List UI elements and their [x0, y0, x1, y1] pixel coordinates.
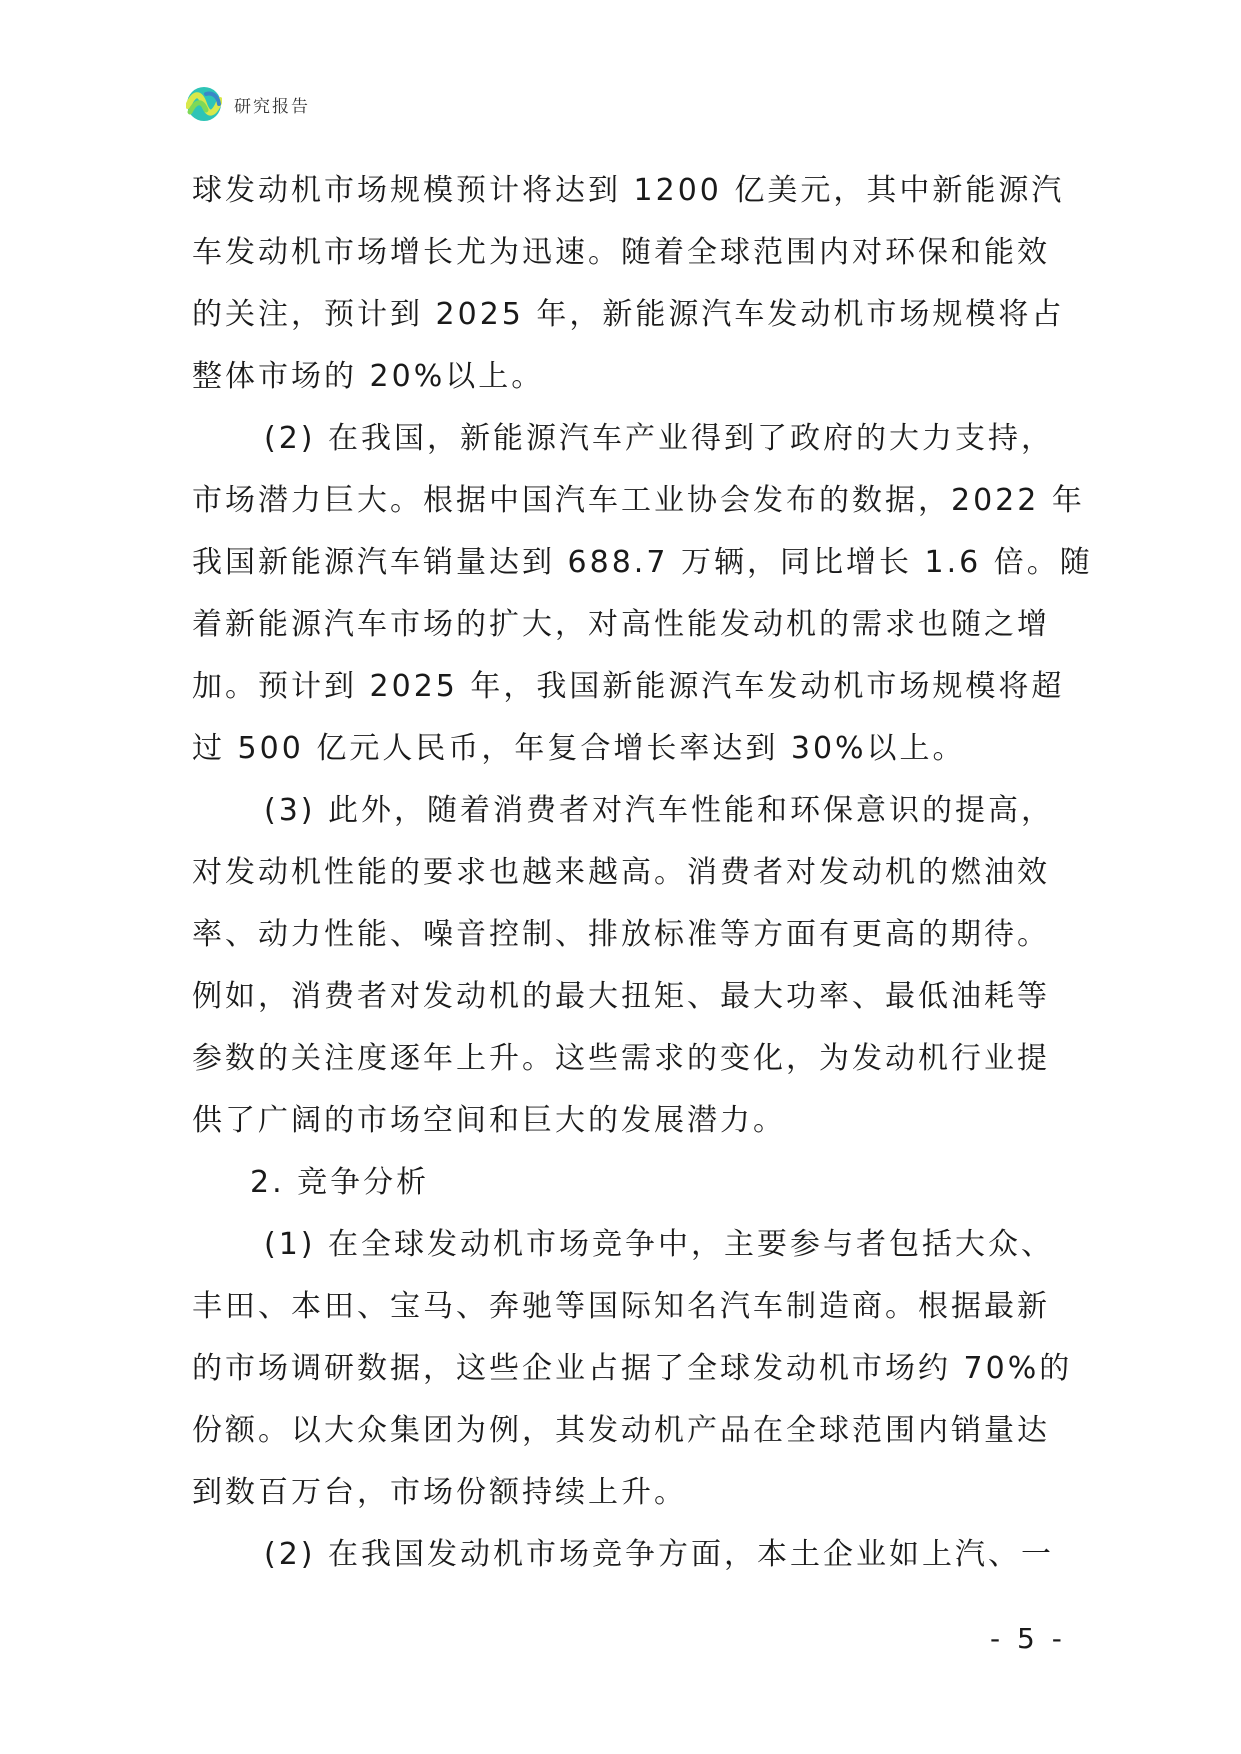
body-line: 到数百万台，市场份额持续上升。 [192, 1475, 687, 1510]
section-heading: 2. 竞争分析 [250, 1165, 430, 1200]
paragraph-start-line: (1) 在全球发动机市场竞争中，主要参与者包括大众、 [264, 1227, 1055, 1262]
body-line: 丰田、本田、宝马、奔驰等国际知名汽车制造商。根据最新 [192, 1289, 1050, 1324]
paragraph-start-line: (3) 此外，随着消费者对汽车性能和环保意识的提高， [264, 793, 1055, 828]
body-line: 的市场调研数据，这些企业占据了全球发动机市场约 70%的 [192, 1351, 1073, 1386]
paragraph-start-line: (2) 在我国发动机市场竞争方面，本土企业如上汽、一 [264, 1537, 1055, 1572]
body-line: 我国新能源汽车销量达到 688.7 万辆，同比增长 1.6 倍。随 [192, 545, 1093, 580]
body-line: 整体市场的 20%以上。 [192, 359, 545, 394]
body-line: 加。预计到 2025 年，我国新能源汽车发动机市场规模将超 [192, 669, 1065, 704]
body-line: 例如，消费者对发动机的最大扭矩、最大功率、最低油耗等 [192, 979, 1050, 1014]
body-line: 供了广阔的市场空间和巨大的发展潜力。 [192, 1103, 786, 1138]
body-line: 参数的关注度逐年上升。这些需求的变化，为发动机行业提 [192, 1041, 1050, 1076]
report-logo-icon [186, 86, 222, 122]
paragraph-start-line: (2) 在我国，新能源汽车产业得到了政府的大力支持， [264, 421, 1055, 456]
body-line: 市场潜力巨大。根据中国汽车工业协会发布的数据，2022 年 [192, 483, 1085, 518]
body-line: 率、动力性能、噪音控制、排放标准等方面有更高的期待。 [192, 917, 1050, 952]
header-title: 研究报告 [234, 96, 310, 117]
body-line: 的关注，预计到 2025 年，新能源汽车发动机市场规模将占 [192, 297, 1065, 332]
body-line: 着新能源汽车市场的扩大，对高性能发动机的需求也随之增 [192, 607, 1050, 642]
body-line: 过 500 亿元人民币，年复合增长率达到 30%以上。 [192, 731, 966, 766]
page-number: - 5 - [990, 1622, 1066, 1655]
body-line: 球发动机市场规模预计将达到 1200 亿美元，其中新能源汽 [192, 173, 1065, 208]
body-line: 份额。以大众集团为例，其发动机产品在全球范围内销量达 [192, 1413, 1050, 1448]
document-body [192, 160, 1093, 1586]
body-line: 车发动机市场增长尤为迅速。随着全球范围内对环保和能效 [192, 235, 1050, 270]
page-header [186, 86, 310, 122]
body-line: 对发动机性能的要求也越来越高。消费者对发动机的燃油效 [192, 855, 1050, 890]
